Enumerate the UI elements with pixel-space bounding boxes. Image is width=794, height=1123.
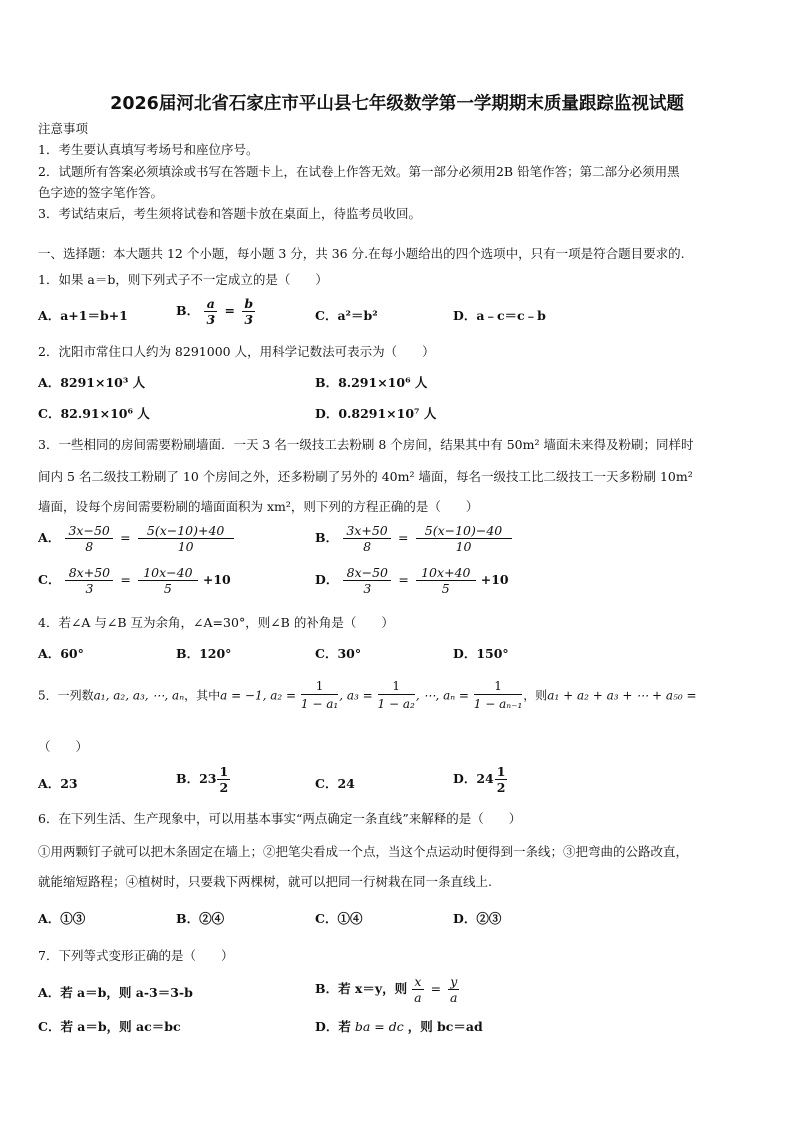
q7-option-b: B．若 x＝y，则 $\frac{x}{a}$ = $\frac{y}{a}$ xyxy=(315,974,458,1005)
q7-stem: 7．下列等式变形正确的是（ ） xyxy=(38,948,234,963)
q6-stem: 6．在下列生活、生产现象中，可以用基本事实“两点确定一条直线”来解释的是（ ） xyxy=(38,811,522,826)
q7-option-a: A．若 a＝b，则 a-3＝3-b xyxy=(38,985,193,1000)
q6-option-c: C．①④ xyxy=(315,911,363,926)
q6-option-a: A．①③ xyxy=(38,911,86,926)
q4-option-d: D．150° xyxy=(453,646,509,661)
q1-option-c: C．a²＝b² xyxy=(315,308,378,323)
q6-text: ①用两颗钉子就可以把木条固定在墙上；②把笔尖看成一个点，当这个点运动时便得到一条线；③把弯曲的公路改直， xyxy=(38,844,689,859)
q4-option-a: A．60° xyxy=(38,646,84,661)
q5-option-b: B．23 $\frac{1}{2}$ xyxy=(176,764,229,795)
q5-answer-paren: （ ） xyxy=(38,739,89,754)
q3-stem: 墙面，设每个房间需要粉刷的墙面面积为 xm²，则下列的方程正确的是（ ） xyxy=(38,499,479,514)
notice-item: 3．考试结束后，考生须将试卷和答题卡放在桌面上，待监考员收回。 xyxy=(38,206,421,221)
q3-option-d: D． $\frac{8x-50}{3}$ = $\frac{10x+40}{5}$ +10 xyxy=(315,565,509,596)
q5-option-a: A．23 xyxy=(38,776,78,791)
notice-item: 1．考生要认真填写考场号和座位序号。 xyxy=(38,142,259,157)
q1-option-d: D．a﹣c＝c﹣b xyxy=(453,308,546,323)
q5-stem: 5．一列数a₁, a₂, a₃, ⋯, aₙ，其中a = −1, a₂ = $\frac{1}{\text{1 − a₁}}$, a₃ = $\frac{1}{\text{1 − a₂}}$, ⋯, aₙ = $\frac{1}{\text{1 − aₙ₋₁}}$，则a₁ + a₂ + a₃ + ⋯ + a₅₀ = xyxy=(38,679,697,711)
q3-option-c: C． $\frac{8x+50}{3}$ = $\frac{10x-40}{5}$ +10 xyxy=(38,565,231,596)
page-title: 2026届河北省石家庄市平山县七年级数学第一学期期末质量跟踪监视试题 xyxy=(110,94,684,114)
q4-option-c: C．30° xyxy=(315,646,362,661)
q7-option-d: D．若 ba = dc ，则 bc＝ad xyxy=(315,1019,483,1034)
q4-stem: 4．若∠A 与∠B 互为余角，∠A=30°，则∠B 的补角是（ ） xyxy=(38,615,394,630)
q1-option-a: A．a+1＝b+1 xyxy=(38,308,128,323)
q3-stem: 3．一些相同的房间需要粉刷墙面．一天 3 名一级技工去粉刷 8 个房间，结果其中有 50m² 墙面未来得及粉刷；同样时 xyxy=(38,437,694,452)
notice-item: 2．试题所有答案必须填涂或书写在答题卡上，在试卷上作答无效。第一部分必须用2B 铅笔作答；第二部分必须用黑 xyxy=(38,164,680,179)
q1-option-b: B． $\frac{a}{3}$ = $\frac{b}{3}$ xyxy=(176,296,254,327)
q3-option-b: B． $\frac{3x+50}{8}$ = $\frac{5(x-10)-40}{10}$ xyxy=(315,523,513,554)
q6-option-b: B．②④ xyxy=(176,911,225,926)
notice-heading: 注意事项 xyxy=(38,121,89,136)
q3-option-a: A． $\frac{3x-50}{8}$ = $\frac{5(x-10)+40}{10}$ xyxy=(38,523,235,554)
section-heading: 一、选择题：本大题共 12 个小题，每小题 3 分，共 36 分.在每小题给出的四个选项中，只有一项是符合题目要求的. xyxy=(38,246,685,261)
q6-text: 就能缩短路程；④植树时，只要栽下两棵树，就可以把同一行树栽在同一条直线上. xyxy=(38,874,492,889)
q4-option-b: B．120° xyxy=(176,646,232,661)
q5-option-c: C．24 xyxy=(315,776,355,791)
q5-option-d: D．24 $\frac{1}{2}$ xyxy=(453,764,506,795)
q2-option-b: B．8.291×10⁶ 人 xyxy=(315,375,428,390)
q7-option-c: C．若 a＝b，则 ac＝bc xyxy=(38,1019,181,1034)
q2-option-c: C．82.91×10⁶ 人 xyxy=(38,406,150,421)
q2-stem: 2．沈阳市常住口人约为 8291000 人，用科学记数法可表示为（ ） xyxy=(38,344,435,359)
q2-option-d: D．0.8291×10⁷ 人 xyxy=(315,406,437,421)
q6-option-d: D．②③ xyxy=(453,911,502,926)
q2-option-a: A．8291×10³ 人 xyxy=(38,375,146,390)
notice-item: 色字迹的签字笔作答。 xyxy=(38,185,164,200)
q3-stem: 间内 5 名二级技工粉刷了 10 个房间之外，还多粉刷了另外的 40m² 墙面，每名一级技工比二级技工一天多粉刷 10m² xyxy=(38,469,693,484)
q1-stem: 1．如果 a＝b，则下列式子不一定成立的是（ ） xyxy=(38,272,328,287)
